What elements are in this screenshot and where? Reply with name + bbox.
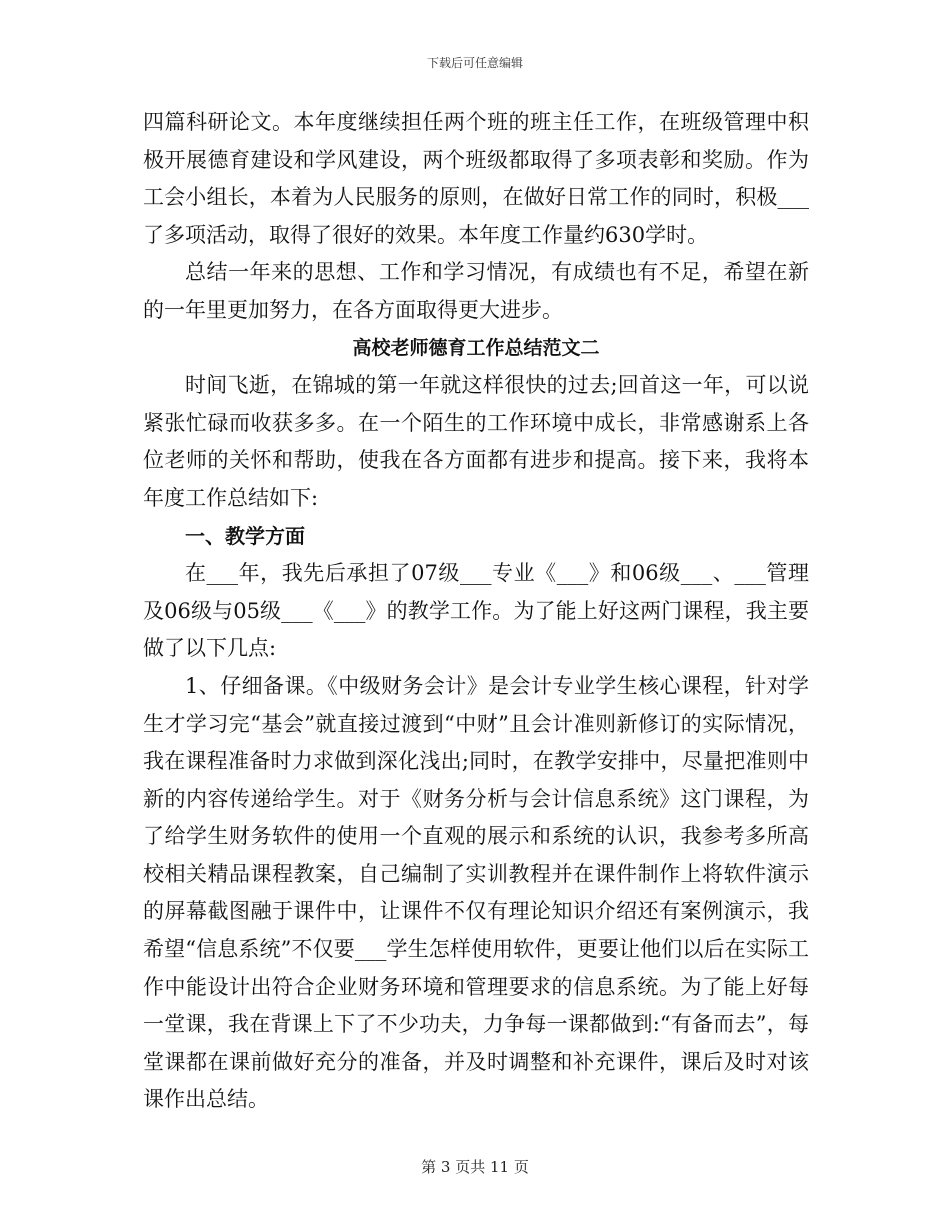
document-body xyxy=(143,104,809,1119)
paragraph-intro: 时间飞逝，在锦城的第一年就这样很快的过去;回首这一年，可以说紧张忙碌而收获多多。在一个陌生的工作环境中成长，非常感谢系上各位老师的关怀和帮助，使我在各方面都有进步和提高。接下来，我将本年度工作总结如下: xyxy=(143,373,809,510)
paragraph-research-summary: 四篇科研论文。本年度继续担任两个班的班主任工作，在班级管理中积极开展德育建设和学风建设，两个班级都取得了多项表彰和奖励。作为工会小组长，本着为人民服务的原则，在做好日常工作的同时，积极___了多项活动，取得了很好的效果。本年度工作量约630学时。 xyxy=(143,110,809,247)
heading-teaching: 一、教学方面 xyxy=(185,523,305,548)
section-title: 高校老师德育工作总结范文二 xyxy=(352,336,600,359)
page-header: 下载后可任意编辑 xyxy=(426,56,523,70)
page-number: 第 3 页共 11 页 xyxy=(421,1158,529,1176)
paragraph-preparation: 1、仔细备课。《中级财务会计》是会计专业学生核心课程，针对学生才学习完“基会”就直接过渡到“中财”且会计准则新修订的实际情况，我在课程准备时力求做到深化浅出;同时，在教学安排中，尽量把准则中新的内容传递给学生。对于《财务分析与会计信息系统》这门课程，为了给学生财务软件的使用一个直观的展示和系统的认识，我参考多所高校相关精品课程教案，自己编制了实训教程并在课件制作上将软件演示的屏幕截图融于课件中，让课件不仅有理论知识介绍还有案例演示，我希望“信息系统”不仅要___学生怎样使用软件，更要让他们以后在实际工作中能设计出符合企业财务环境和管理要求的信息系统。为了能上好每一堂课，我在背课上下了不少功夫，力争每一课都做到:“有备而去”，每堂课都在课前做好充分的准备，并及时调整和补充课件，课后及时对该课作出总结。 xyxy=(143,673,809,1112)
paragraph-courses: 在___年，我先后承担了07级___专业《___》和06级___、___管理及06级与05级___《___》的教学工作。为了能上好这两门课程，我主要做了以下几点: xyxy=(143,561,809,661)
paragraph-conclusion: 总结一年来的思想、工作和学习情况，有成绩也有不足，希望在新的一年里更加努力，在各方面取得更大进步。 xyxy=(143,260,809,322)
